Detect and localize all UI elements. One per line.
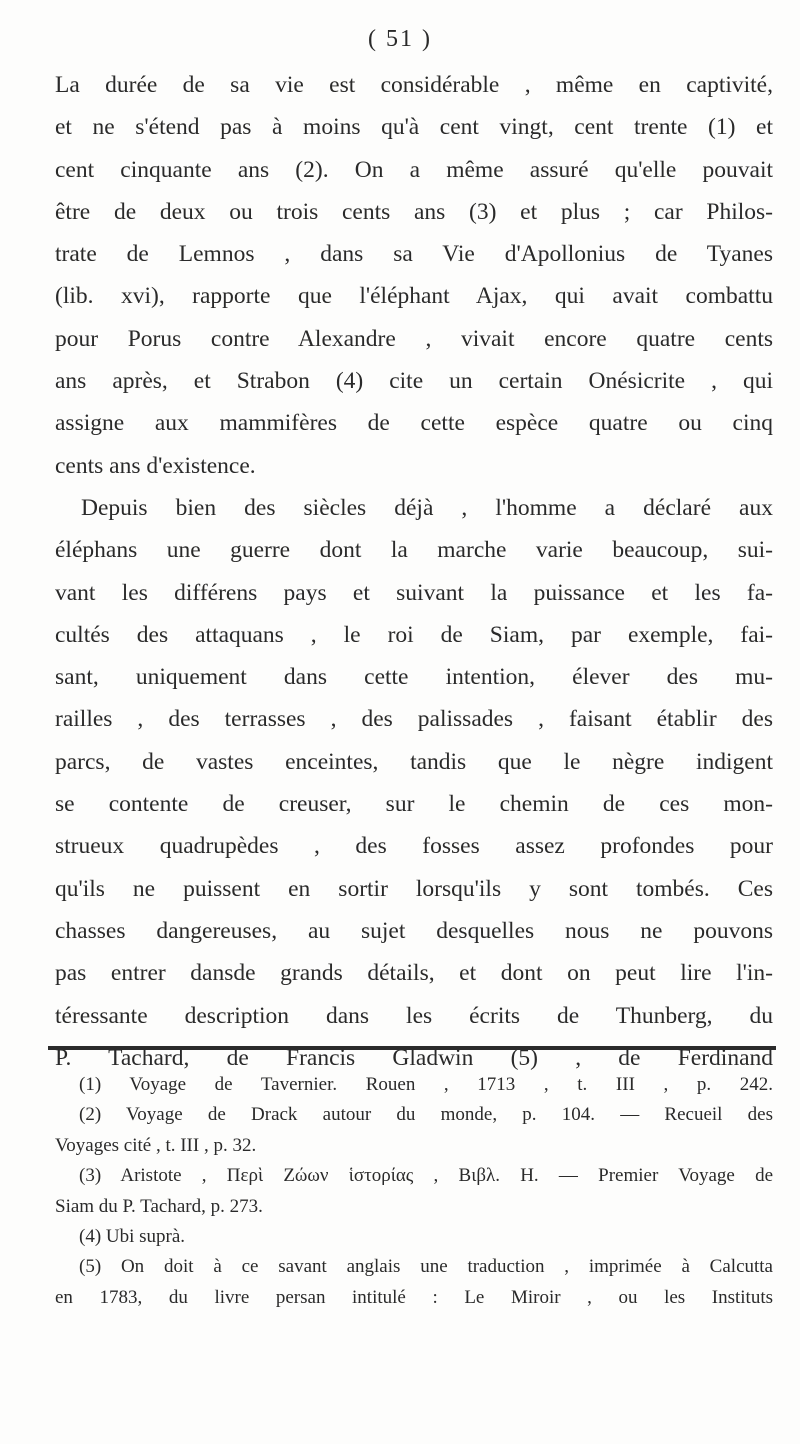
body-line: chasses dangereuses, au sujet desquelles nous ne pouvons <box>55 917 773 944</box>
body-line: La durée de sa vie est considérable , même en captivité, <box>55 72 773 98</box>
footnote-line: (3) Aristote , Περὶ Ζώων ἱστορίας , Βιβλ. H. — Premier Voyage de <box>79 1165 773 1187</box>
footnote-line: Voyages cité , t. III , p. 32. <box>55 1134 257 1156</box>
body-line: vant les différens pays et suivant la puissance et les fa- <box>55 579 773 606</box>
body-line: et ne s'étend pas à moins qu'à cent vingt, cent trente (1) et <box>55 114 773 141</box>
body-line: pas entrer dansde grands détails, et dont on peut lire l'in- <box>55 960 773 987</box>
body-line: strueux quadrupèdes , des fosses assez profondes pour <box>55 833 773 860</box>
body-line: parcs, de vastes enceintes, tandis que le nègre indigent <box>55 748 773 775</box>
body-line: qu'ils ne puissent en sortir lorsqu'ils y sont tombés. Ces <box>55 875 773 902</box>
footnote-line: en 1783, du livre persan intitulé : Le Miroir , ou les Instituts <box>55 1286 773 1308</box>
body-line: cent cinquante ans (2). On a même assuré qu'elle pouvait <box>55 156 773 183</box>
footnote-line: (2) Voyage de Drack autour du monde, p. 104. — Recueil des <box>79 1104 773 1126</box>
body-line: (lib. xvi), rapporte que l'éléphant Ajax, qui avait combattu <box>55 283 773 310</box>
body-line: Depuis bien des siècles déjà , l'homme a déclaré aux <box>81 494 773 521</box>
footnote-line: (5) On doit à ce savant anglais une traduction , imprimée à Calcutta <box>79 1256 773 1278</box>
footnotes <box>55 1070 773 1313</box>
body-line: se contente de creuser, sur le chemin de ces mon- <box>55 791 773 818</box>
body-line: téressante description dans les écrits de Thunberg, du <box>55 1002 773 1029</box>
body-line: assigne aux mammifères de cette espèce quatre ou cinq <box>55 410 773 437</box>
main-text <box>55 64 773 1079</box>
body-line: cultés des attaquans , le roi de Siam, par exemple, fai- <box>55 621 773 648</box>
body-line: sant, uniquement dans cette intention, élever des mu- <box>55 664 773 691</box>
body-line: cents ans d'existence. <box>55 452 256 479</box>
body-line: railles , des terrasses , des palissades , faisant établir des <box>55 706 773 733</box>
body-line: éléphans une guerre dont la marche varie beaucoup, sui- <box>55 537 773 564</box>
body-line: ans après, et Strabon (4) cite un certain Onésicrite , qui <box>55 368 773 395</box>
body-line: être de deux ou trois cents ans (3) et plus ; car Philos- <box>55 198 773 225</box>
body-line: P. Tachard, de Francis Gladwin (5) , de Ferdinand <box>55 1044 773 1071</box>
footnote-separator-rule <box>48 1046 776 1050</box>
body-line: trate de Lemnos , dans sa Vie d'Apollonius de Tyanes <box>55 241 773 268</box>
page-number: ( 51 ) <box>368 26 432 52</box>
footnote-line: Siam du P. Tachard, p. 273. <box>55 1195 263 1217</box>
body-line: pour Porus contre Alexandre , vivait encore quatre cents <box>55 325 773 352</box>
footnote-line: (1) Voyage de Tavernier. Rouen , 1713 , t. III , p. 242. <box>79 1074 773 1095</box>
footnote-line: (4) Ubi suprà. <box>79 1225 186 1247</box>
